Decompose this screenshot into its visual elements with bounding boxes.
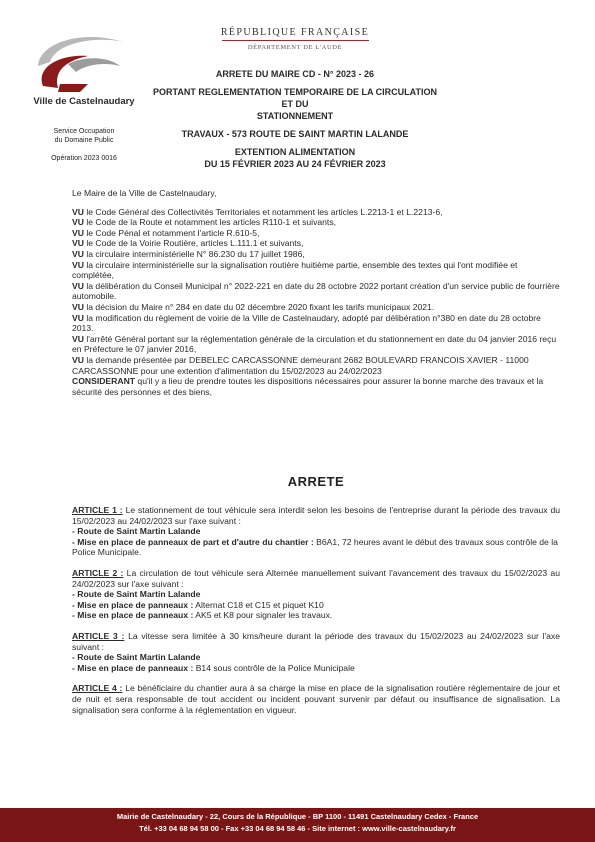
article-line-text: B6A1, 72 heures avant le début des travaux sous contrôle de la Police Municipale. — [72, 536, 558, 558]
article-line-text: B14 sous contrôle de la Police Municipale — [193, 662, 355, 673]
preamble-item — [72, 334, 560, 355]
preamble-text: la circulaire interministérielle sur la signalisation routière huitième partie, ensemble des textes qui l'ont modifiée et complétée, — [72, 259, 518, 281]
service-line: Service Occupation — [53, 128, 115, 135]
article — [72, 631, 560, 673]
logo-swoosh-icon — [28, 26, 138, 96]
preamble-item — [72, 355, 560, 376]
article-paragraph — [72, 631, 560, 652]
preamble-lead: VU — [72, 248, 84, 259]
article-heading: ARTICLE 1 : — [72, 505, 123, 515]
article-line-bold: - Mise en place de panneaux : — [72, 610, 194, 621]
preamble-lead: VU — [72, 333, 84, 344]
preamble-text: la demande présentée par DEBELEC CARCASSONNE demeurant 2682 BOULEVARD FRANCOIS XAVIER - 11000 CARCASSONNE pour une extention d'alimentation du 15/02/2023 au 24/02/2023 — [72, 354, 529, 376]
article-line-bold: - Mise en place de panneaux de part et d'autre du chantier : — [72, 536, 314, 547]
header-divider — [222, 40, 369, 41]
decree-title — [150, 68, 440, 170]
preamble-text: le Code Pénal et notamment l'article R.610-5, — [83, 227, 260, 238]
preamble-lead: VU — [72, 238, 84, 249]
service-label — [22, 127, 146, 145]
article-line — [72, 526, 560, 537]
preamble-text: le Code de la Voirie Routière, articles L.111.1 et suivants, — [83, 238, 304, 249]
article-heading: ARTICLE 2 : — [72, 567, 124, 578]
title-line: ARRETE DU MAIRE CD - N° 2023 - 26 — [215, 69, 375, 79]
preamble-item — [72, 207, 560, 218]
article-line-text: AK5 et K8 pour signaler les travaux. — [193, 610, 333, 621]
preamble-text: la circulaire interministérielle N° 86.230 du 17 juillet 1986, — [83, 248, 305, 259]
article-text: Le stationnement de tout véhicule sera interdit selon les besoins de l'entreprise durant la période des travaux du 15/02/2023 au 24/02/2023 sur l'axe suivant : — [72, 505, 561, 526]
preamble-list — [72, 207, 560, 398]
preamble-lead: VU — [72, 217, 84, 228]
article-text: La vitesse sera limitée à 30 kms/heure durant la période des travaux du 15/02/2023 au 24/02/2023 sur l'axe suivant : — [72, 630, 560, 652]
title-line: EXTENTION ALIMENTATION — [234, 147, 356, 157]
preamble-item — [72, 228, 560, 239]
article-paragraph — [72, 683, 560, 715]
preamble-intro: Le Maire de la Ville de Castelnaudary, — [72, 188, 217, 198]
article-line-bold: - Mise en place de panneaux : — [72, 662, 194, 673]
preamble-item — [72, 313, 560, 334]
preamble-text: le Code de la Route et notamment les articles R110-1 et suivants, — [83, 217, 337, 228]
article — [72, 683, 560, 715]
article-heading: ARTICLE 3 : — [72, 630, 125, 641]
title-line: STATIONNEMENT — [256, 111, 334, 121]
preamble-lead: VU — [72, 354, 84, 365]
preamble-item — [72, 281, 560, 302]
article-line — [72, 589, 560, 600]
preamble-lead: VU — [72, 259, 84, 270]
article-line — [72, 600, 560, 611]
article — [72, 568, 560, 621]
preamble-lead: VU — [72, 280, 84, 291]
article-line-bold: - Route de Saint Martin Lalande — [72, 526, 201, 537]
preamble-text: l'arrêté Général portant sur la réglementation générale de la circulation et du stationnement en date du 04 janvier 2016 reçu en Préfecture le 07 janvier 2016, — [72, 333, 557, 355]
article-heading: ARTICLE 4 : — [72, 683, 123, 694]
service-line: du Domaine Public — [54, 137, 114, 144]
article-line — [72, 652, 560, 663]
logo-town-name: Ville de Castelnaudary — [33, 96, 135, 107]
preamble-lead: VU — [72, 206, 84, 217]
article-paragraph — [72, 568, 560, 589]
preamble-item — [72, 249, 560, 260]
article — [72, 505, 560, 558]
preamble-text: la décision du Maire n° 284 en date du 02 décembre 2020 fixant les tarifs municipaux 2021. — [83, 301, 435, 312]
preamble-lead: CONSIDERANT — [72, 376, 136, 387]
preamble-item — [72, 238, 560, 249]
article-line-text: Alternat C18 et C15 et piquet K10 — [193, 599, 324, 610]
preamble — [72, 188, 560, 397]
arrete-heading: ARRETE — [287, 474, 345, 489]
article-line-bold: - Mise en place de panneaux : — [72, 599, 194, 610]
title-line: DU 15 FÉVRIER 2023 AU 24 FÉVRIER 2023 — [204, 159, 386, 169]
article-line — [72, 663, 560, 674]
article-paragraph — [72, 505, 560, 526]
title-line: PORTANT REGLEMENTATION TEMPORAIRE DE LA CIRCULATION ET DU — [153, 87, 437, 109]
preamble-text: le Code Général des Collectivités Territoriales et notamment les articles L.2213-1 et L.2213-6, — [83, 206, 443, 217]
article-line-bold: - Route de Saint Martin Lalande — [72, 652, 201, 663]
preamble-lead: VU — [72, 227, 84, 238]
preamble-text: qu'il y a lieu de prendre toutes les dispositions nécessaires pour assurer la bonne marche des travaux et la sécurité des personnes et des biens, — [72, 376, 544, 397]
preamble-lead: VU — [72, 312, 84, 323]
footer-contact: Tél. +33 04 68 94 58 00 - Fax +33 04 68 94 58 46 - Site internet : www.ville-castelnaudary.fr — [139, 824, 456, 833]
preamble-item — [72, 260, 560, 281]
footer-address: Mairie de Castelnaudary - 22, Cours de la République - BP 1100 - 11491 Castelnaudary Cedex - France — [116, 812, 479, 821]
article-text: La circulation de tout véhicule sera Alternée manuellement suivant l'avancement des travaux du 15/02/2023 au 24/02/2023 sur l'axe suivant : — [72, 567, 560, 589]
article-line — [72, 610, 560, 621]
department-heading: DÉPARTEMENT DE L'AUDE — [247, 44, 343, 51]
preamble-text: la délibération du Conseil Municipal n° 2022-221 en date du 28 octobre 2022 portant création d'un service public de fourrière automobile. — [72, 280, 560, 302]
preamble-item — [72, 302, 560, 313]
article-text: Le bénéficiaire du chantier aura à sa charge la mise en place de la signalisation routière réglementaire de jour et de nuit et sera responsable de tout accident ou incident pouvant survenir par défaut ou insuffisance de signalisation. La signalisation sera conforme à la réglementation en vigueur. — [72, 683, 560, 715]
preamble-item — [72, 376, 560, 397]
article-line-bold: - Route de Saint Martin Lalande — [72, 589, 201, 600]
preamble-item — [72, 217, 560, 228]
articles-section — [72, 505, 560, 725]
preamble-text: la modification du règlement de voirie de la Ville de Castelnaudary, adopté par délibération n°380 en date du 28 octobre 2013. — [72, 312, 541, 334]
preamble-lead: VU — [72, 301, 84, 312]
republic-heading: RÉPUBLIQUE FRANÇAISE — [220, 27, 370, 38]
article-line — [72, 537, 560, 558]
title-line: TRAVAUX - 573 ROUTE DE SAINT MARTIN LALANDE — [181, 129, 409, 139]
operation-number: Opération 2023 0016 — [51, 155, 117, 162]
